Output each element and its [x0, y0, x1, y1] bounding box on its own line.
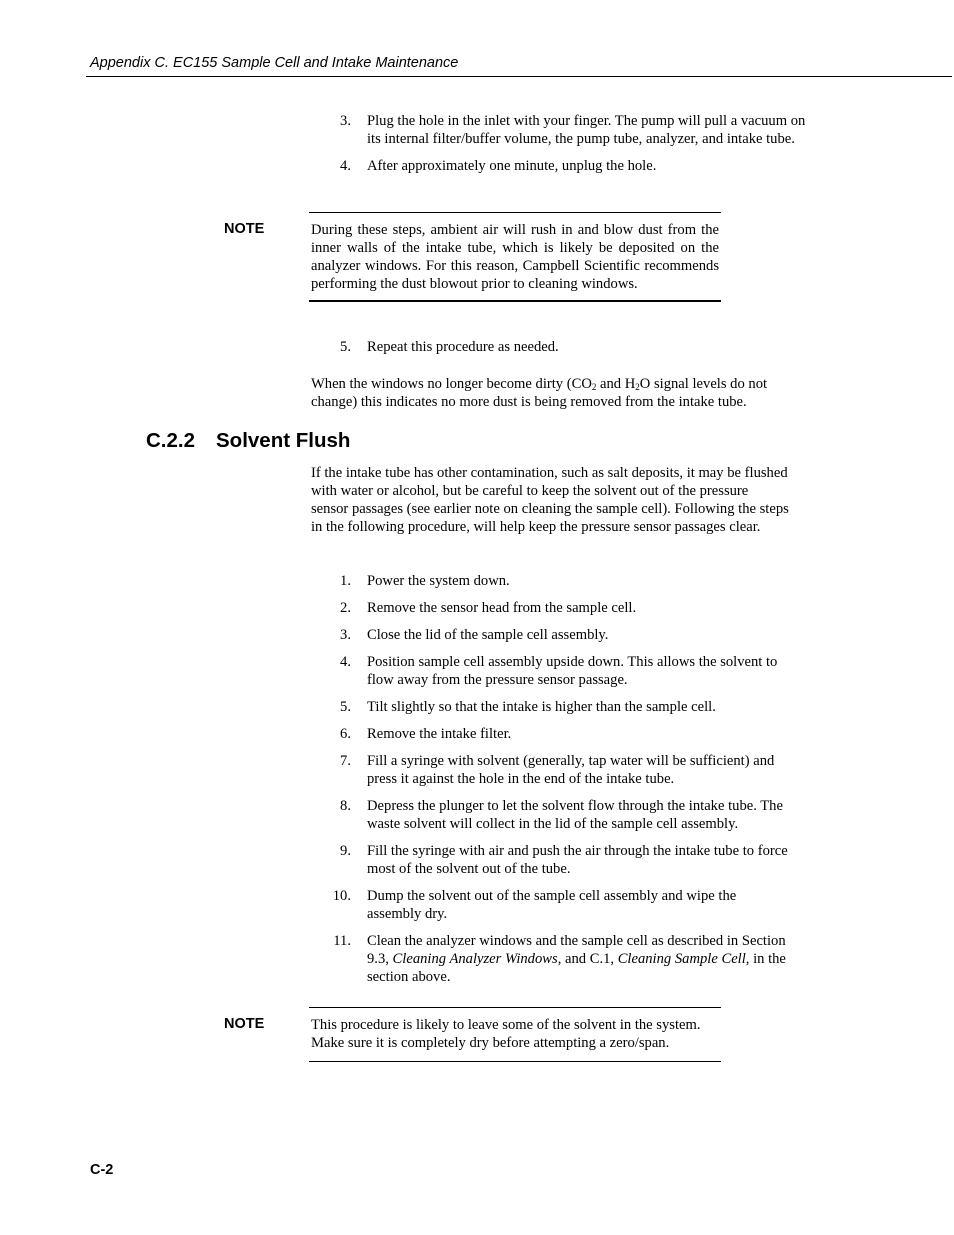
note-label: NOTE	[224, 1016, 265, 1032]
step-number: 9.	[340, 843, 351, 859]
step-text: Position sample cell assembly upside down. This allows the solvent to flow away from the pressure sensor passage.	[367, 654, 778, 688]
step-text: Power the system down.	[367, 573, 510, 589]
step-text: Remove the intake filter.	[367, 726, 512, 742]
list-item	[311, 112, 811, 148]
list-item	[311, 932, 811, 986]
step-text: Fill a syringe with solvent (generally, tap water will be sufficient) and press it against the hole in the end of the intake tube.	[367, 753, 775, 787]
header-rule	[86, 76, 952, 77]
list-item	[311, 797, 811, 833]
list-item	[311, 698, 811, 716]
step-number: 5.	[340, 699, 351, 715]
step-number: 4.	[340, 654, 351, 670]
note-label: NOTE	[224, 221, 265, 237]
subscript: 2	[591, 382, 597, 392]
note-text: This procedure is likely to leave some of the solvent in the system. Make sure it is completely dry before attempting a zero/span.	[311, 1017, 701, 1051]
step-number: 5.	[340, 339, 351, 355]
step-text: Close the lid of the sample cell assembly.	[367, 627, 609, 643]
step-text: Remove the sensor head from the sample cell.	[367, 600, 637, 616]
step-number: 10.	[332, 888, 351, 904]
step-text: Tilt slightly so that the intake is higher than the sample cell.	[367, 699, 716, 715]
step-list-b	[311, 338, 811, 356]
list-item	[311, 157, 811, 175]
note-text: During these steps, ambient air will rush in and blow dust from the inner walls of the intake tube, which is likely be deposited on the analyzer windows. For this reason, Campbell Scientific recommends performing the dust blowout prior to cleaning windows.	[311, 222, 719, 292]
list-item	[311, 842, 811, 878]
subscript: 2	[635, 382, 640, 392]
step-text: Fill the syringe with air and push the air through the intake tube to force most of the solvent out of the tube.	[367, 843, 788, 877]
step-number: 1.	[340, 573, 351, 589]
step-number: 11.	[333, 933, 351, 949]
step-text: After approximately one minute, unplug the hole.	[367, 158, 657, 174]
step-number: 3.	[340, 627, 351, 643]
list-item	[311, 572, 811, 590]
list-item	[311, 626, 811, 644]
list-item	[311, 599, 811, 617]
list-item	[311, 653, 811, 689]
procedure-steps	[311, 572, 811, 986]
step-text: Depress the plunger to let the solvent flow through the intake tube. The waste solvent will collect in the lid of the sample cell assembly.	[367, 798, 783, 832]
section-number: C.2.2	[146, 429, 195, 452]
page-number: C-2	[90, 1162, 114, 1178]
note-box	[309, 1007, 721, 1062]
list-item	[311, 752, 811, 788]
step-number: 2.	[340, 600, 351, 616]
paragraph: When the windows no longer become dirty ($CO_2$ and $H_2O$ signal levels do not change) this indicates no more dust is being removed from the intake tube.	[311, 376, 768, 410]
step-list-a	[311, 112, 811, 175]
cross-reference: Cleaning Analyzer Windows	[392, 951, 558, 967]
step-text: Repeat this procedure as needed.	[367, 339, 559, 355]
note-box	[309, 212, 721, 302]
step-text: Dump the solvent out of the sample cell assembly and wipe the assembly dry.	[367, 888, 737, 922]
step-number: 8.	[340, 798, 351, 814]
step-text: Plug the hole in the inlet with your finger. The pump will pull a vacuum on its internal filter/buffer volume, the pump tube, analyzer, and intake tube.	[367, 113, 806, 147]
section-heading	[146, 429, 350, 453]
step-number: 4.	[340, 158, 351, 174]
paragraph: If the intake tube has other contamination, such as salt deposits, it may be flushed with water or alcohol, but be careful to keep the solvent out of the pressure sensor passages (see earlier note on cleaning the sample cell). Following the steps in the following procedure, will help keep the pressure sensor passages clear.	[311, 465, 789, 535]
step-number: 7.	[340, 753, 351, 769]
step-number: 6.	[340, 726, 351, 742]
list-item	[311, 887, 811, 923]
list-item	[311, 338, 811, 356]
step-text: Clean the analyzer windows and the sample cell as described in Section 9.3, Cleaning Analyzer Windows, and C.1, Cleaning Sample Cell, in the section above.	[367, 933, 786, 985]
section-title: Solvent Flush	[216, 429, 351, 452]
running-header: Appendix C. EC155 Sample Cell and Intake Maintenance	[90, 55, 459, 71]
step-number: 3.	[340, 113, 351, 129]
cross-reference: Cleaning Sample Cell	[617, 951, 746, 967]
list-item	[311, 725, 811, 743]
